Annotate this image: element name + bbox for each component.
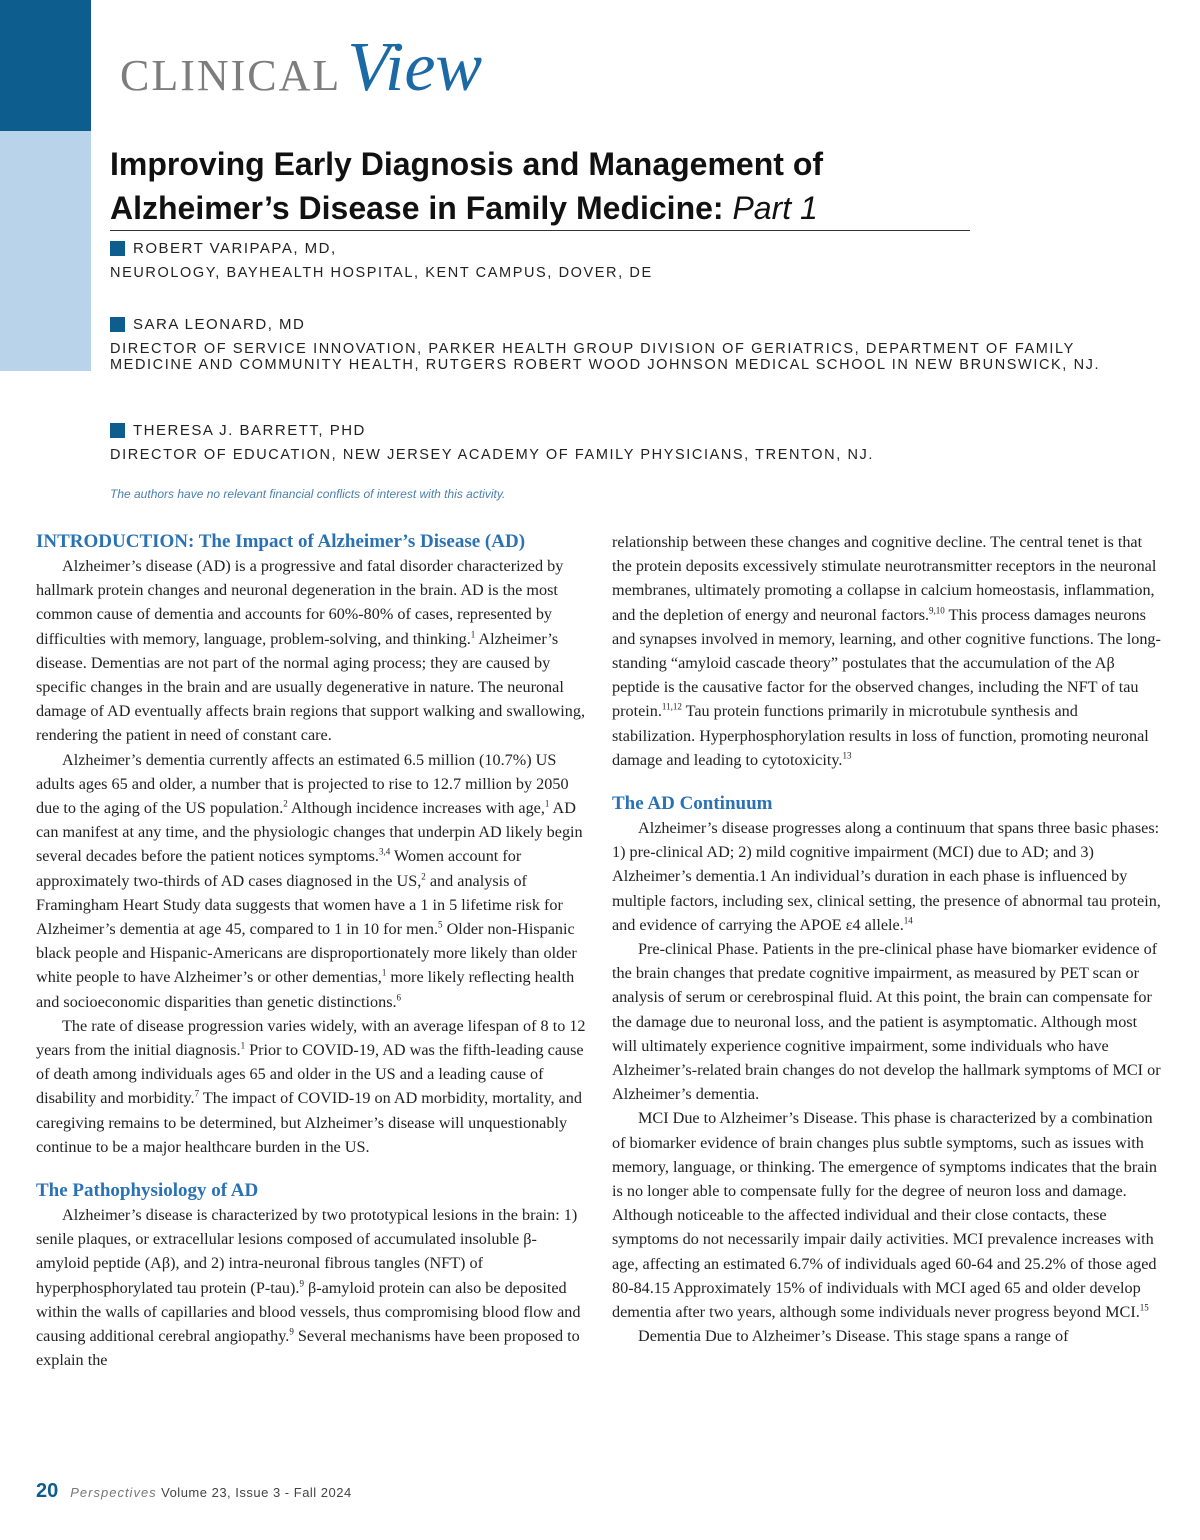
author-block <box>110 422 1140 463</box>
bullet-square-icon <box>110 317 125 332</box>
bullet-square-icon <box>110 423 125 438</box>
title-line-2-text: Alzheimer’s Disease in Family Medicine: <box>110 190 724 226</box>
section-heading-introduction: INTRODUCTION: The Impact of Alzheimer’s Disease (AD) <box>36 531 526 552</box>
header-accent-bar <box>0 0 91 131</box>
author-affiliation: NEUROLOGY, BAYHEALTH HOSPITAL, KENT CAMPUS, DOVER, DE <box>110 265 653 281</box>
paragraph: Alzheimer’s disease progresses along a continuum that spans three basic phases: 1) pre-clinical AD; 2) mild cognitive impairment (MCI) due to AD; and 3) Alzheimer’s dementia.1 An individual’s duration in each phase is influenced by multiple factors, including sex, clinical setting, the presence of abnormal tau protein, and evidence of carrying the APOE ε4 allele.$^{14}$ <box>612 819 1161 934</box>
title-line-1: Improving Early Diagnosis and Management of <box>110 146 824 182</box>
author-affiliation: DIRECTOR OF SERVICE INNOVATION, PARKER HEALTH GROUP DIVISION OF GERIATRICS, DEPARTMENT OF FAMILY MEDICINE AND COMMUNITY HEALTH, RUTGERS ROBERT WOOD JOHNSON MEDICAL SCHOOL IN NEW BRUNSWICK, NJ. <box>110 341 1101 373</box>
paragraph: Alzheimer’s disease (AD) is a progressive and fatal disorder characterized by hallmark protein changes and neuronal degeneration in the brain. AD is the most common cause of dementia and accounts for 60%-80% of cases, represented by difficulties with memory, language, problem-solving, and thinking.$^1$ Alzheimer’s disease. Dementias are not part of the normal aging process; they are caused by specific changes in the brain and are usually degenerative in nature. The neuronal damage of AD eventually affects brain regions that support walking and swallowing, rendering the patient in need of constant care. <box>36 557 586 745</box>
conflict-disclosure: The authors have no relevant financial conflicts of interest with this activity. <box>110 487 506 501</box>
paragraph: Pre-clinical Phase. Patients in the pre-clinical phase have biomarker evidence of the brain changes that predate cognitive impairment, as measured by PET scan or analysis of serum or cerebrospinal fluid. At this point, the brain can compensate for the damage due to neuronal loss, and the patient is asymptomatic. Although most will ultimately experience cognitive impairment, some individuals who have Alzheimer’s-related brain changes do not develop the hallmark symptoms of MCI or Alzheimer’s dementia. <box>612 940 1161 1104</box>
brand-view: View <box>347 29 483 106</box>
author-block <box>110 240 1140 281</box>
page-number: 20 <box>36 1480 59 1502</box>
bullet-square-icon <box>110 241 125 256</box>
author-name: SARA LEONARD, MD <box>133 316 306 333</box>
article-title <box>110 142 990 230</box>
title-part: Part 1 <box>732 190 818 226</box>
title-divider <box>110 230 970 231</box>
page-footer <box>36 1480 352 1503</box>
title-line-2 <box>110 186 990 230</box>
paragraph: Alzheimer’s disease is characterized by two prototypical lesions in the brain: 1) senile plaques, or extracellular lesions composed of accumulated insoluble β-amyloid peptide (Aβ), and 2) intra-neuronal fibrous tangles (NFT) of hyperphosphorylated tau protein (P-tau).$^9$ β-amyloid protein can also be deposited within the walls of capillaries and blood vessels, thus compromising blood flow and causing additional cerebral angiopathy.$^9$ Several mechanisms have been proposed to explain the <box>36 1206 581 1370</box>
section-heading-continuum: The AD Continuum <box>612 793 773 815</box>
section-brand <box>120 28 482 108</box>
paragraph: relationship between these changes and cognitive decline. The central tenet is that the protein deposits excessively stimulate neurotransmitter receptors in the neuronal membranes, ultimately promoting a collapse in calcium homeostasis, inflammation, and the depletion of energy and neuronal factors.$^{9,10}$ This process damages neurons and synapses involved in memory, learning, and other cognitive functions. The long-standing “amyloid cascade theory” postulates that the accumulation of the Aβ peptide is the causative factor for the observed changes, including the NFT of tau protein.$^{11,12}$ Tau protein functions primarily in microtubule synthesis and stabilization. Hyperphosphorylation results in loss of function, promoting neuronal damage and leading to cytotoxicity.$^{13}$ <box>612 533 1161 769</box>
author-name: ROBERT VARIPAPA, MD, <box>133 240 337 257</box>
publication-name: Perspectives <box>70 1485 157 1500</box>
side-accent-bar <box>0 131 91 371</box>
author-affiliation: DIRECTOR OF EDUCATION, NEW JERSEY ACADEMY OF FAMILY PHYSICIANS, TRENTON, NJ. <box>110 447 875 463</box>
brand-clinical: CLINICAL <box>120 51 342 100</box>
paragraph: Alzheimer’s dementia currently affects an estimated 6.5 million (10.7%) US adults ages 65 and older, a number that is projected to rise to 12.7 million by 2050 due to the aging of the US population.$^2$ Although incidence increases with age,$^1$ AD can manifest at any time, and the physiologic changes that underpin AD likely begin several decades before the patient notices symptoms.$^{3,4}$ Women account for approximately two-thirds of AD cases diagnosed in the US,$^2$ and analysis of Framingham Heart Study data suggests that women have a 1 in 5 lifetime risk for Alzheimer’s dementia at age 45, compared to 1 in 10 for men.$^5$ Older non-Hispanic black people and Hispanic-Americans are disproportionately more likely than older white people to have Alzheimer’s or other dementias,$^1$ more likely reflecting health and socioeconomic disparities than genetic distinctions.$^6$ <box>36 750 583 1011</box>
paragraph: The rate of disease progression varies widely, with an average lifespan of 8 to 12 years from the initial diagnosis.$^1$ Prior to COVID-19, AD was the fifth-leading cause of death among individuals ages 65 and older in the US and a leading cause of disability and morbidity.$^7$ The impact of COVID-19 on AD morbidity, mortality, and caregiving remains to be determined, but Alzheimer’s disease will unquestionably continue to be a major healthcare burden in the US. <box>36 1016 586 1156</box>
author-name: THERESA J. BARRETT, PHD <box>133 422 366 439</box>
paragraph: MCI Due to Alzheimer’s Disease. This phase is characterized by a combination of biomarker evidence of brain changes plus subtle symptoms, such as issues with memory, language, or thinking. The emergence of symptoms indicates that the brain is no longer able to compensate fully for the degree of neuron loss and damage. Although noticeable to the affected individual and their close contacts, these symptoms do not necessarily impair daily activities. MCI prevalence increases with age, affecting an estimated 6.7% of individuals aged 60-64 and 25.2% of those aged 80-84.15 Approximately 15% of individuals with MCI aged 65 and older develop dementia after two years, although some individuals never progress beyond MCI.$^{15}$ <box>612 1109 1157 1322</box>
section-heading-pathophysiology: The Pathophysiology of AD <box>36 1180 259 1202</box>
paragraph: Dementia Due to Alzheimer’s Disease. This stage spans a range of <box>638 1327 1069 1346</box>
body-column-left <box>36 530 586 1373</box>
author-block <box>110 316 1140 373</box>
body-column-right <box>612 530 1162 1349</box>
issue-info: Volume 23, Issue 3 - Fall 2024 <box>161 1485 352 1500</box>
